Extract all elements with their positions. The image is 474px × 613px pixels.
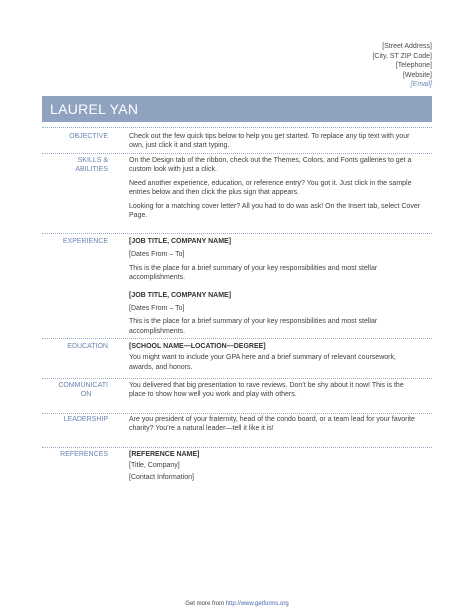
communication-section [42,378,432,413]
leadership-text[interactable]: Are you president of your fraternity, head of the condo board, or a team lead for your favorite charity? You’re a natural leader—tell it like it is! [129,416,415,433]
leadership-label: LEADERSHIP [63,416,108,423]
skills-section [42,153,432,232]
references-section [42,447,432,488]
skills-label-line1: SKILLS & [77,157,108,164]
experience-label: EXPERIENCE [62,238,108,245]
communication-label-line2: ON [80,391,92,399]
street-address[interactable]: [Street Address] [382,43,432,50]
education-label: EDUCATION [67,343,108,350]
references-label: REFERENCES [60,451,108,458]
skills-paragraph[interactable]: Looking for a matching cover letter? All you had to do was ask! On the Insert tab, select Cover Page. [129,202,421,220]
communication-label [42,381,108,400]
job-summary[interactable]: This is the place for a brief summary of your key responsibilities and most stellar accomplishments. [129,318,378,335]
skills-paragraph[interactable]: Need another experience, education, or reference entry? You got it. Just click in the sample entries below and then click the plus sign that appears. [129,179,412,197]
experience-body [129,237,421,340]
footer [0,601,474,607]
skills-body [129,156,421,224]
telephone[interactable]: [Telephone] [395,62,432,70]
references-body [129,450,421,486]
skills-label-line2: ABILITIES [75,166,108,174]
job-dates[interactable]: [Dates From – To] [129,305,185,313]
job-title[interactable]: [JOB TITLE, COMPANY NAME] [129,291,232,299]
name-banner [42,96,432,122]
reference-name[interactable]: [REFERENCE NAME] [129,451,200,458]
school-name[interactable]: [SCHOOL NAME—LOCATION—DEGREE] [129,343,266,350]
skills-paragraph[interactable]: On the Design tab of the ribbon, check out the Themes, Colors, and Fonts galleries to get a custom look with just a click. [129,157,412,174]
objective-label: OBJECTIVE [69,133,108,140]
contact-block [372,42,432,90]
leadership-section [42,413,432,448]
reference-title[interactable]: [Title, Company] [129,462,180,470]
communication-label-line1: COMMUNICATI [58,382,108,389]
education-text[interactable]: You might want to include your GPA here and a brief summary of relevant coursework, awards, and honors. [129,354,396,371]
job-title[interactable]: [JOB TITLE, COMPANY NAME] [129,238,232,245]
objective-text[interactable]: Check out the few quick tips below to help you get started. To replace any tip text with your own, just click it and start typing. [129,133,410,150]
communication-text[interactable]: You delivered that big presentation to rave reviews. Don’t be shy about it now! This is the place to show how well you work and play with others. [129,382,404,399]
education-body [129,342,421,376]
objective-section [42,127,432,150]
email[interactable]: [Email] [410,81,432,89]
job-dates[interactable]: [Dates From – To] [129,251,185,259]
experience-section [42,233,432,338]
reference-contact[interactable]: [Contact Information] [129,473,194,481]
applicant-name[interactable]: LAUREL YAN [50,101,139,117]
city-state-zip[interactable]: [City, ST ZIP Code] [372,52,432,60]
website[interactable]: [Website] [402,71,432,79]
skills-label [42,156,108,175]
education-section [42,338,432,377]
footer-link[interactable]: http://www.getforms.org [225,601,289,607]
job-summary[interactable]: This is the place for a brief summary of your key responsibilities and most stellar accomplishments. [129,264,378,282]
footer-prefix: Get more from [185,601,224,607]
